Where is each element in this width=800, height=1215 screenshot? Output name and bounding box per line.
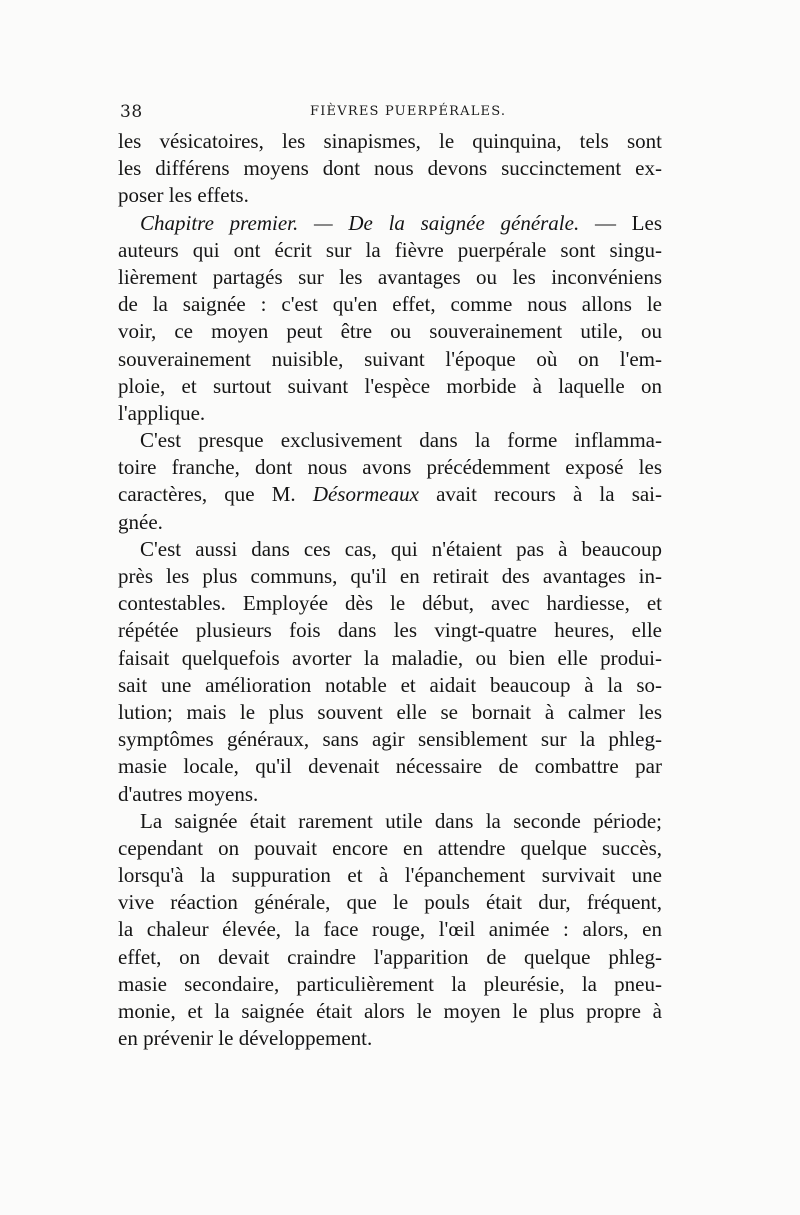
page-number: 38: [120, 102, 143, 122]
text-line: gnée.: [118, 509, 163, 534]
text-line: de la saignée : c'est qu'en effet, comme nous allons le: [118, 292, 662, 317]
text-line: souverainement nuisible, suivant l'époque où on l'em-: [118, 346, 662, 371]
text-line: les vésicatoires, les sinapismes, le quinquina, tels sont: [118, 129, 662, 153]
text-line: auteurs qui ont écrit sur la fièvre puerpérale sont singu-: [118, 237, 662, 262]
text-line: en prévenir le développement.: [118, 1026, 373, 1051]
text-line: vive réaction générale, que le pouls était dur, fréquent,: [118, 890, 662, 915]
body-text: [118, 128, 662, 1052]
text-line: lièrement partagés sur les avantages ou les inconvéniens: [118, 264, 662, 289]
author-line: [118, 481, 662, 508]
text-line: d'autres moyens.: [118, 781, 259, 806]
text-line: la chaleur élevée, la face rouge, l'œil animée : alors, en: [118, 917, 662, 942]
text-line: voir, ce moyen peut être ou souverainement utile, ou: [118, 319, 662, 344]
text-line: La saignée était rarement utile dans la seconde période;: [140, 808, 662, 833]
text-line: cependant on pouvait encore en attendre quelque succès,: [118, 835, 662, 860]
text-line: toire franche, dont nous avons précédemment exposé les: [118, 455, 662, 480]
text-line: monie, et la saignée était alors le moyen le plus propre à: [118, 999, 662, 1023]
text-line: lorsqu'à la suppuration et à l'épanchement survivait une: [118, 863, 662, 888]
text-line: sait une amélioration notable et aidait beaucoup à la so-: [118, 672, 662, 697]
text-fragment: avait recours à la sai-: [436, 482, 663, 507]
text-line: ploie, et surtout suivant l'espèce morbide à laquelle on: [118, 373, 662, 398]
text-line: les différens moyens dont nous devons succinctement ex-: [118, 156, 662, 181]
text-line: près les plus communs, qu'il en retirait des avantages in-: [118, 564, 662, 588]
text-line: lution; mais le plus souvent elle se bornait à calmer les: [118, 699, 662, 724]
text-line: symptômes généraux, sans agir sensiblement sur la phleg-: [118, 727, 662, 752]
text-line: C'est presque exclusivement dans la forme inflamma-: [140, 428, 662, 453]
chapter-heading: Chapitre premier. — De la saignée générale.: [140, 210, 580, 235]
text-line: contestables. Employée dès le début, avec hardiesse, et: [118, 591, 662, 616]
text-line: répétée plusieurs fois dans les vingt-quatre heures, elle: [118, 618, 662, 643]
chapter-heading-line: [118, 210, 662, 237]
text-line: faisait quelquefois avorter la maladie, ou bien elle produi-: [118, 645, 662, 670]
page-header: [120, 100, 680, 128]
text-line: C'est aussi dans ces cas, qui n'étaient pas à beaucoup: [140, 536, 662, 561]
running-head: FIÈVRES PUERPÉRALES.: [310, 104, 507, 119]
author-name: Désormeaux: [312, 482, 419, 507]
text-line: masie locale, qu'il devenait nécessaire de combattre par: [118, 754, 662, 779]
text-line: masie secondaire, particulièrement la pleurésie, la pneu-: [118, 971, 662, 996]
text-fragment: — Les: [594, 210, 662, 235]
text-line: poser les effets.: [118, 183, 249, 208]
text-line: l'applique.: [118, 400, 206, 425]
text-fragment: caractères, que M.: [118, 482, 296, 507]
text-line: effet, on devait craindre l'apparition de quelque phleg-: [118, 944, 662, 969]
